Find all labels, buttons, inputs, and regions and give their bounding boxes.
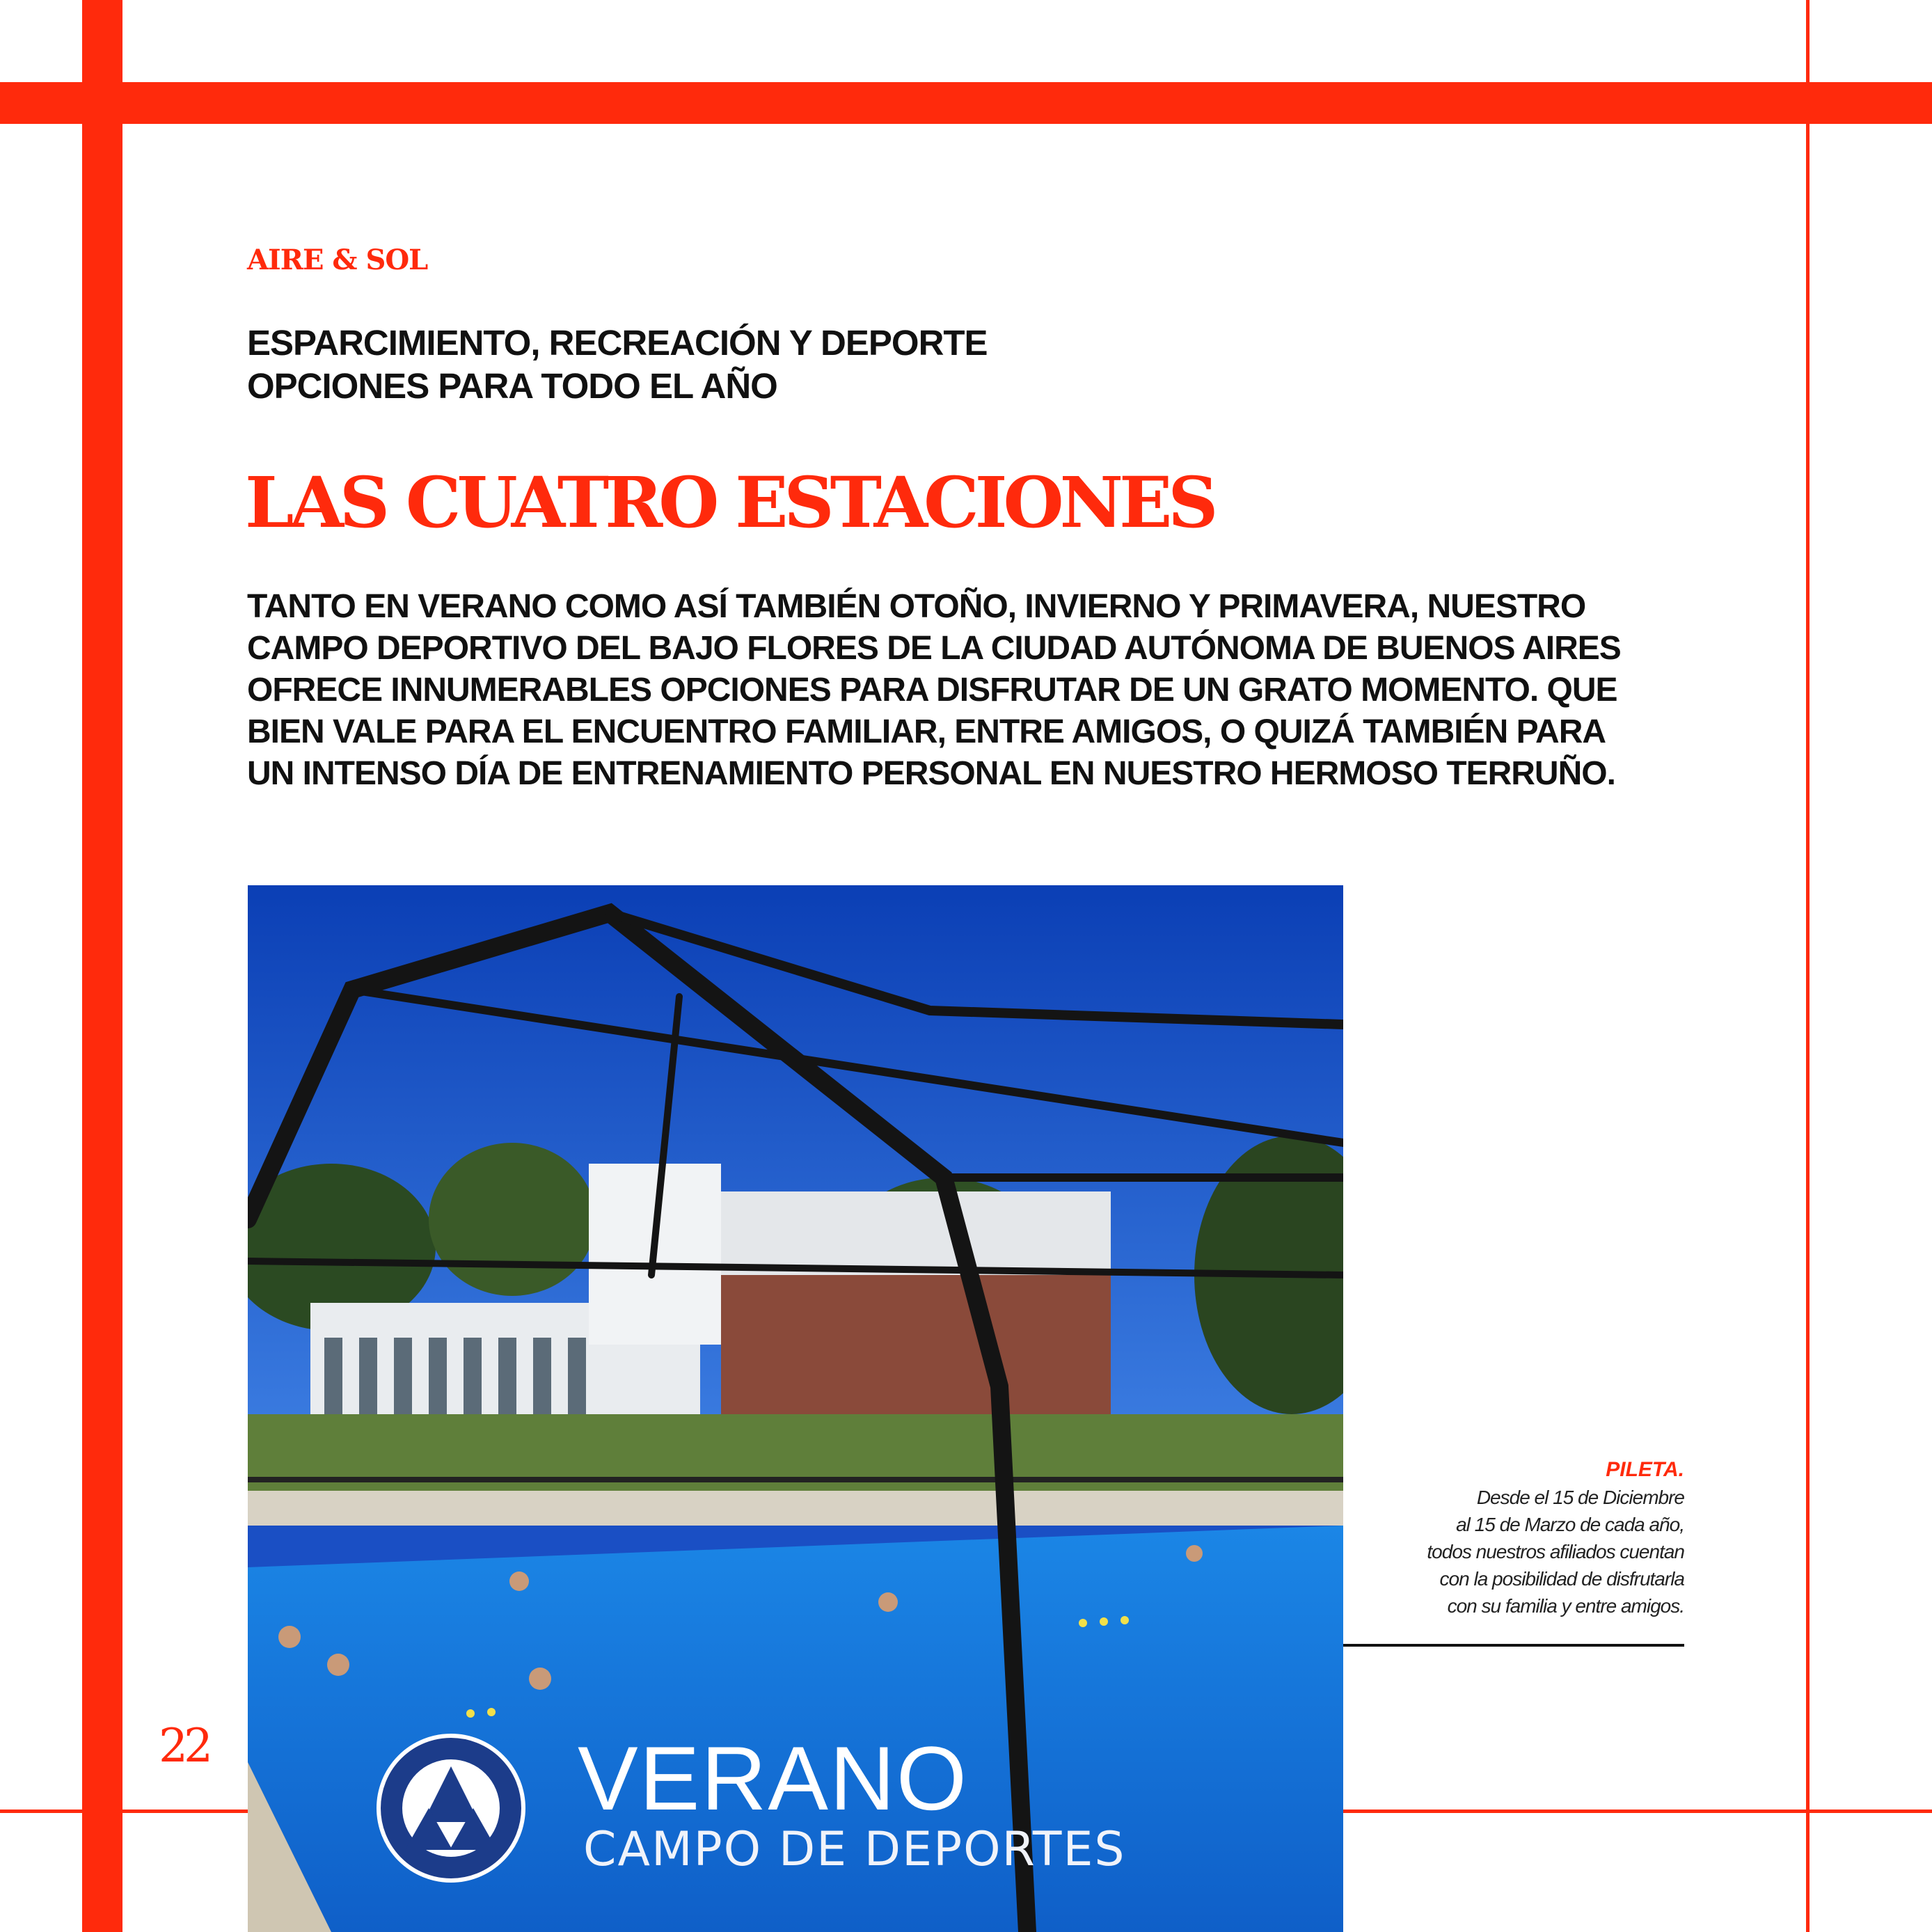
paragraph-line: OFRECE INNUMERABLES OPCIONES PARA DISFRUTAR DE UN GRATO MOMENTO. QUE — [247, 672, 1617, 708]
caption-line: todos nuestros afiliados cuentan — [1427, 1541, 1684, 1562]
intro-paragraph — [247, 586, 1695, 795]
photo-overlay-subtitle: CAMPO DE DEPORTES — [583, 1822, 1126, 1877]
photo-overlay-title: VERANO — [578, 1727, 969, 1829]
subheading — [247, 322, 988, 408]
caption-line: con la posibilidad de disfrutarla — [1439, 1568, 1684, 1590]
photo-caption — [1322, 1456, 1684, 1620]
caption-divider — [1343, 1644, 1684, 1647]
caption-line: Desde el 15 de Diciembre — [1476, 1487, 1684, 1508]
caption-line: con su familia y entre amigos. — [1447, 1595, 1684, 1617]
section-kicker: AIRE & SOL — [247, 244, 428, 276]
page-number: 22 — [159, 1719, 209, 1773]
paragraph-line: UN INTENSO DÍA DE ENTRENAMIENTO PERSONAL EN NUESTRO HERMOSO TERRUÑO. — [247, 755, 1615, 792]
subheading-line: ESPARCIMIENTO, RECREACIÓN Y DEPORTE — [247, 323, 988, 363]
paragraph-line: TANTO EN VERANO COMO ASÍ TAMBIÉN OTOÑO, INVIERNO Y PRIMAVERA, NUESTRO — [247, 588, 1586, 625]
bottom-frame-line-right — [1343, 1810, 1932, 1813]
bottom-frame-line-left — [0, 1810, 248, 1813]
right-frame-line — [1806, 0, 1810, 1932]
page-title: LAS CUATRO ESTACIONES — [245, 461, 1214, 544]
paragraph-line: CAMPO DEPORTIVO DEL BAJO FLORES DE LA CIUDAD AUTÓNOMA DE BUENOS AIRES — [247, 630, 1621, 667]
caption-title: PILETA. — [1606, 1458, 1684, 1481]
left-frame-bar — [82, 0, 122, 1932]
paragraph-line: BIEN VALE PARA EL ENCUENTRO FAMILIAR, ENTRE AMIGOS, O QUIZÁ TAMBIÉN PARA — [247, 713, 1606, 750]
top-frame-bar — [0, 82, 1932, 124]
caption-line: al 15 de Marzo de cada año, — [1456, 1514, 1684, 1535]
subheading-line: OPCIONES PARA TODO EL AÑO — [247, 366, 777, 406]
aaa-logo — [376, 1733, 526, 1883]
